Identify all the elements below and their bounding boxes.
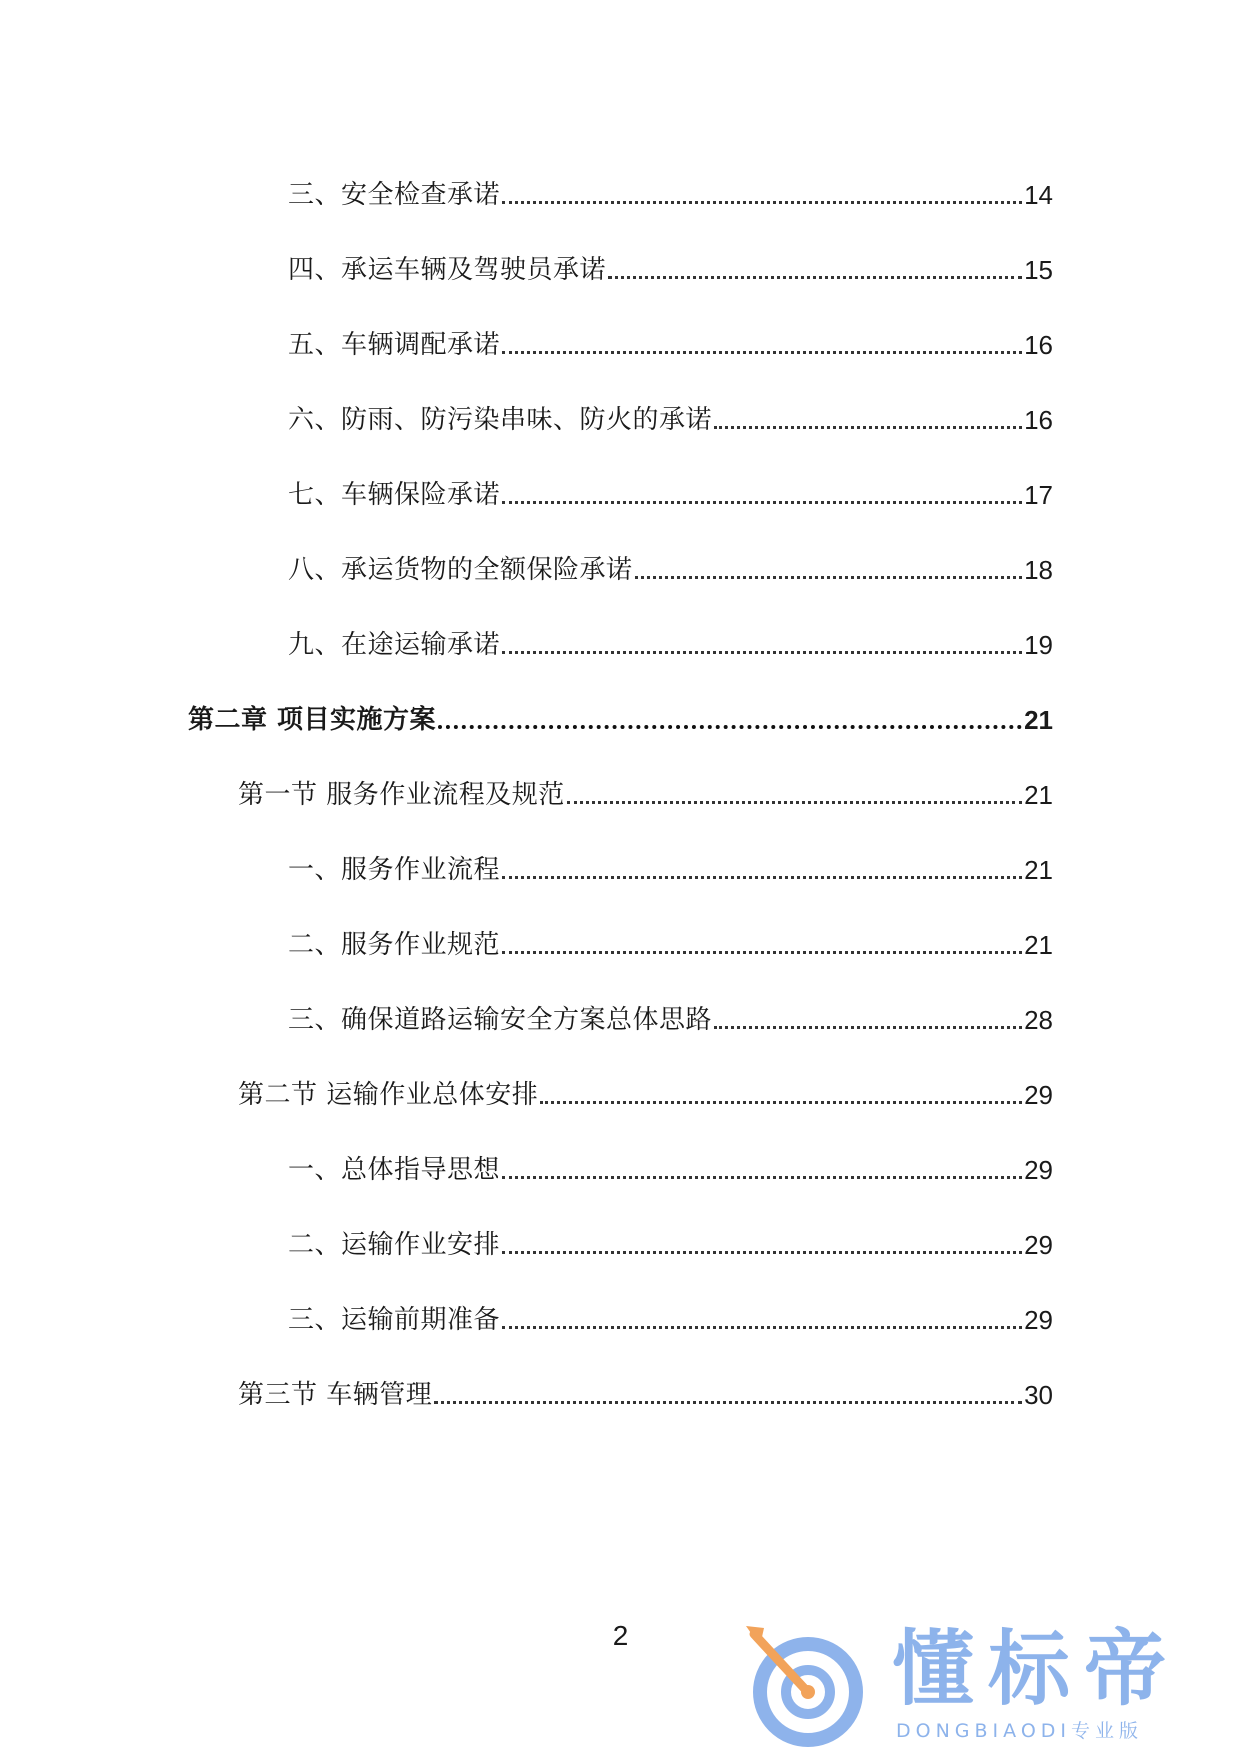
toc-entry-title: 三、确保道路运输安全方案总体思路 <box>288 1005 713 1035</box>
toc-entry[interactable] <box>288 175 1053 215</box>
toc-section-entry[interactable] <box>238 1375 1053 1415</box>
toc-chapter-entry[interactable] <box>188 700 1053 740</box>
toc-entry-page: 29 <box>1024 1305 1053 1335</box>
toc-entry[interactable] <box>288 625 1053 665</box>
toc-entry-page: 21 <box>1024 855 1053 885</box>
toc-entry[interactable] <box>288 1000 1053 1040</box>
toc-dot-leader <box>608 276 1022 279</box>
toc-entry-title: 一、服务作业流程 <box>288 855 501 885</box>
toc-entry-page: 18 <box>1024 555 1053 585</box>
target-logo-icon <box>740 1622 865 1747</box>
toc-entry-page: 30 <box>1024 1380 1053 1410</box>
toc-entry-page: 19 <box>1024 630 1053 660</box>
toc-entry-title: 二、服务作业规范 <box>288 930 501 960</box>
toc-entry-title: 第二章 项目实施方案 <box>188 705 437 735</box>
toc-entry-title: 三、安全检查承诺 <box>288 180 501 210</box>
page-number: 2 <box>612 1620 629 1651</box>
toc-dot-leader <box>502 1326 1022 1329</box>
toc-dot-leader <box>502 201 1022 204</box>
toc-entry-page: 14 <box>1024 180 1053 210</box>
toc-dot-leader <box>502 1251 1022 1254</box>
toc-dot-leader <box>502 351 1022 354</box>
toc-entry[interactable] <box>288 475 1053 515</box>
toc-dot-leader <box>540 1101 1022 1104</box>
toc-entry-page: 17 <box>1024 480 1053 510</box>
toc-entry-page: 16 <box>1024 330 1053 360</box>
toc-entry[interactable] <box>288 400 1053 440</box>
toc-dot-leader <box>502 951 1022 954</box>
toc-dot-leader <box>567 801 1022 804</box>
toc-dot-leader <box>502 501 1022 504</box>
toc-entry-page: 29 <box>1024 1080 1053 1110</box>
toc-dot-leader <box>502 876 1022 879</box>
toc-entry-page: 21 <box>1024 705 1053 735</box>
toc-dot-leader <box>635 576 1023 579</box>
toc-dot-leader <box>434 1401 1022 1404</box>
toc-entry-title: 第二节 运输作业总体安排 <box>238 1080 539 1110</box>
toc-entry[interactable] <box>288 1300 1053 1340</box>
toc-entry[interactable] <box>288 250 1053 290</box>
toc-dot-leader <box>438 725 1022 729</box>
toc-entry[interactable] <box>288 850 1053 890</box>
toc-entry[interactable] <box>288 1150 1053 1190</box>
watermark-brand-text: 懂标帝 <box>892 1622 1181 1717</box>
toc-entry-page: 29 <box>1024 1155 1053 1185</box>
toc-entry[interactable] <box>288 925 1053 965</box>
toc-dot-leader <box>714 1026 1022 1029</box>
watermark-subtitle: DONGBIAODI专业版 <box>896 1720 1144 1742</box>
toc-entry-title: 七、车辆保险承诺 <box>288 480 501 510</box>
toc-dot-leader <box>502 1176 1022 1179</box>
toc-entry-title: 六、防雨、防污染串味、防火的承诺 <box>288 405 713 435</box>
toc-entry-title: 八、承运货物的全额保险承诺 <box>288 555 633 585</box>
toc-entry-page: 29 <box>1024 1230 1053 1260</box>
toc-entry-page: 15 <box>1024 255 1053 285</box>
toc-dot-leader <box>714 426 1022 429</box>
brand-watermark <box>740 1622 1220 1747</box>
toc-entry-title: 四、承运车辆及驾驶员承诺 <box>288 255 607 285</box>
toc-entry-title: 二、运输作业安排 <box>288 1230 501 1260</box>
toc-entry-page: 21 <box>1024 930 1053 960</box>
toc-entry-title: 五、车辆调配承诺 <box>288 330 501 360</box>
toc-section-entry[interactable] <box>238 1075 1053 1115</box>
toc-entry-page: 21 <box>1024 780 1053 810</box>
toc-entry-title: 一、总体指导思想 <box>288 1155 501 1185</box>
toc-dot-leader <box>502 651 1022 654</box>
toc-entry[interactable] <box>288 325 1053 365</box>
toc-entry[interactable] <box>288 1225 1053 1265</box>
toc-entry-title: 九、在途运输承诺 <box>288 630 501 660</box>
toc-entry[interactable] <box>288 550 1053 590</box>
toc-entry-title: 第三节 车辆管理 <box>238 1380 433 1410</box>
toc-entry-page: 16 <box>1024 405 1053 435</box>
toc-entry-page: 28 <box>1024 1005 1053 1035</box>
toc-entry-title: 第一节 服务作业流程及规范 <box>238 780 565 810</box>
toc-entry-title: 三、运输前期准备 <box>288 1305 501 1335</box>
toc-section-entry[interactable] <box>238 775 1053 815</box>
